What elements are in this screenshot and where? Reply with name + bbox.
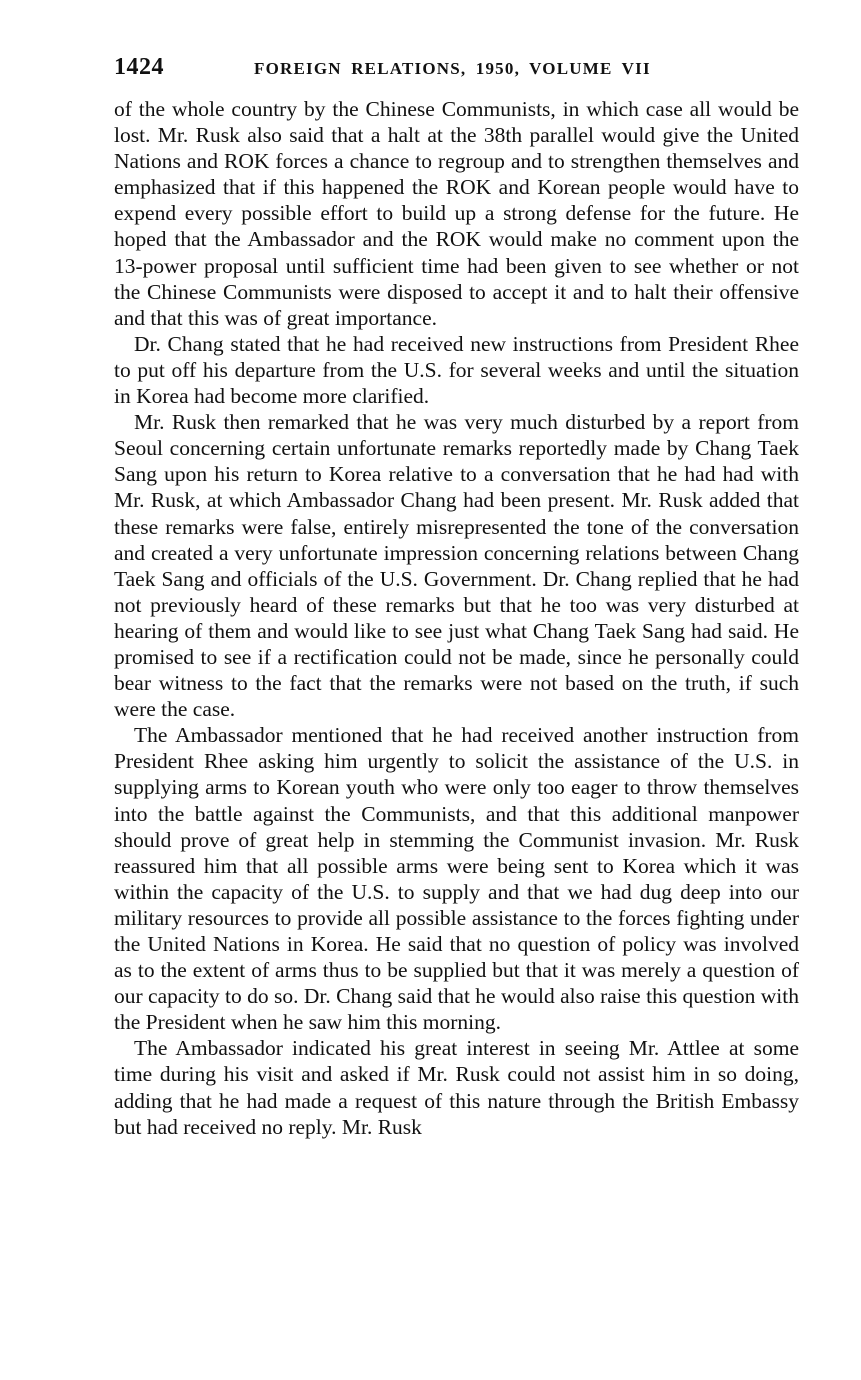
body-text	[114, 96, 799, 1140]
paragraph: The Ambassador indicated his great interest in seeing Mr. Attlee at some time during his visit and asked if Mr. Rusk could not assist him in so doing, adding that he had made a request of this nature through the British Embassy but had received no reply. Mr. Rusk	[114, 1036, 799, 1139]
paragraph: Dr. Chang stated that he had received new instructions from President Rhee to put off his departure from the U.S. for several weeks and until the situation in Korea had become more clarified.	[114, 331, 799, 409]
running-title: FOREIGN RELATIONS, 1950, VOLUME VII	[254, 59, 651, 78]
paragraph: Mr. Rusk then remarked that he was very much disturbed by a report from Seoul concerning certain unfortunate remarks reportedly made by Chang Taek Sang upon his return to Korea relative to a conversation that he had had with Mr. Rusk, at which Ambassador Chang had been present. Mr. Rusk added that these remarks were false, entirely misrepresented the tone of the conversation and created a very unfortunate impression concerning relations between Chang Taek Sang and officials of the U.S. Government. Dr. Chang replied that he had not previously heard of these remarks but that he too was very disturbed at hearing of them and would like to see just what Chang Taek Sang had said. He promised to see if a rectification could not be made, since he personally could bear witness to the fact that the remarks were not based on the truth, if such were the case.	[114, 410, 799, 722]
page-number: 1424	[114, 54, 164, 80]
paragraph: The Ambassador mentioned that he had received another instruction from President Rhee asking him urgently to solicit the assistance of the U.S. in supplying arms to Korean youth who were only too eager to throw themselves into the battle against the Communists, and that this additional manpower should prove of great help in stemming the Communist invasion. Mr. Rusk reassured him that all possible arms were being sent to Korea which it was within the capacity of the U.S. to supply and that we had dug deep into our military resources to provide all possible assistance to the forces fighting under the United Nations in Korea. He said that no question of policy was involved as to the extent of arms thus to be supplied but that it was merely a question of our capacity to do so. Dr. Chang said that he would also raise this question with the President when he saw him this morning.	[114, 723, 799, 1035]
running-head	[114, 54, 799, 94]
paragraph-continued: of the whole country by the Chinese Communists, in which case all would be lost. Mr. Rusk also said that a halt at the 38th parallel would give the United Nations and ROK forces a chance to regroup and to strengthen themselves and emphasized that if this happened the ROK and Korean people would have to expend every possible effort to build up a strong defense for the future. He hoped that the Ambassador and the ROK would make no comment upon the 13-power proposal until sufficient time had been given to see whether or not the Chinese Communists were disposed to accept it and to halt their offensive and that this was of great importance.	[114, 97, 799, 330]
